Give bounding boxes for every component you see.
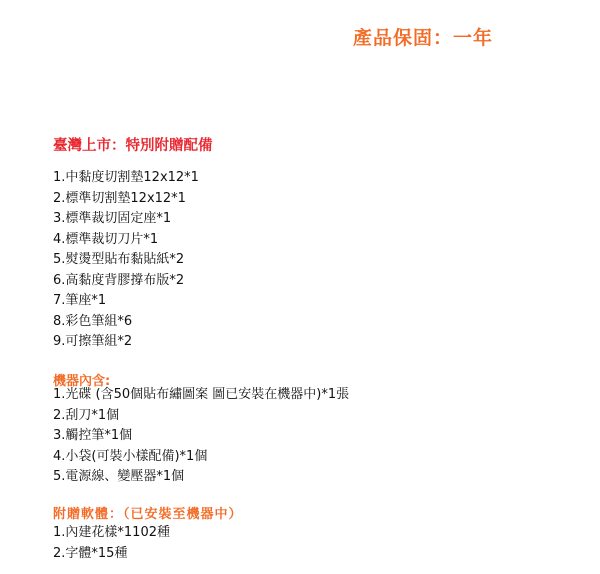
list-item: 2.標準切割墊12x12*1 <box>53 190 186 206</box>
list-item: 1.內建花樣*1102種 <box>53 525 170 540</box>
list-item: 2.刮刀*1個 <box>53 407 120 423</box>
list-item: 3.觸控筆*1個 <box>53 428 133 443</box>
list-item: 5.熨燙型貼布黏貼紙*2 <box>53 252 185 267</box>
included-list <box>53 385 349 488</box>
list-item: 3.標準裁切固定座*1 <box>53 211 172 226</box>
list-item: 7.筆座*1 <box>53 293 107 308</box>
list-item: 6.高黏度背膠撐布版*2 <box>53 272 185 288</box>
list-item: 9.可擦筆組*2 <box>53 334 133 349</box>
list-item: 5.電源線、變壓器*1個 <box>53 469 185 484</box>
software-list <box>53 523 170 564</box>
warranty-heading: 產品保固：一年 <box>353 27 494 49</box>
list-item: 1.中黏度切割墊12x12*1 <box>53 170 199 185</box>
list-item: 2.字體*15種 <box>53 545 128 561</box>
list-item: 8.彩色筆組*6 <box>53 313 133 329</box>
list-item: 1.光碟 (含50個貼布繡圖案 圖已安裝在機器中)*1張 <box>53 387 350 402</box>
list-item: 4.小袋(可裝小樣配備)*1個 <box>53 448 208 464</box>
software-title: 附贈軟體：（已安裝至機器中） <box>53 507 243 522</box>
taiwan-gift-title: 臺灣上市：特別附贈配備 <box>53 138 213 154</box>
included-title: 機器內含: <box>53 374 111 389</box>
list-item: 4.標準裁切刀片*1 <box>53 231 159 247</box>
taiwan-gift-list <box>53 168 199 353</box>
